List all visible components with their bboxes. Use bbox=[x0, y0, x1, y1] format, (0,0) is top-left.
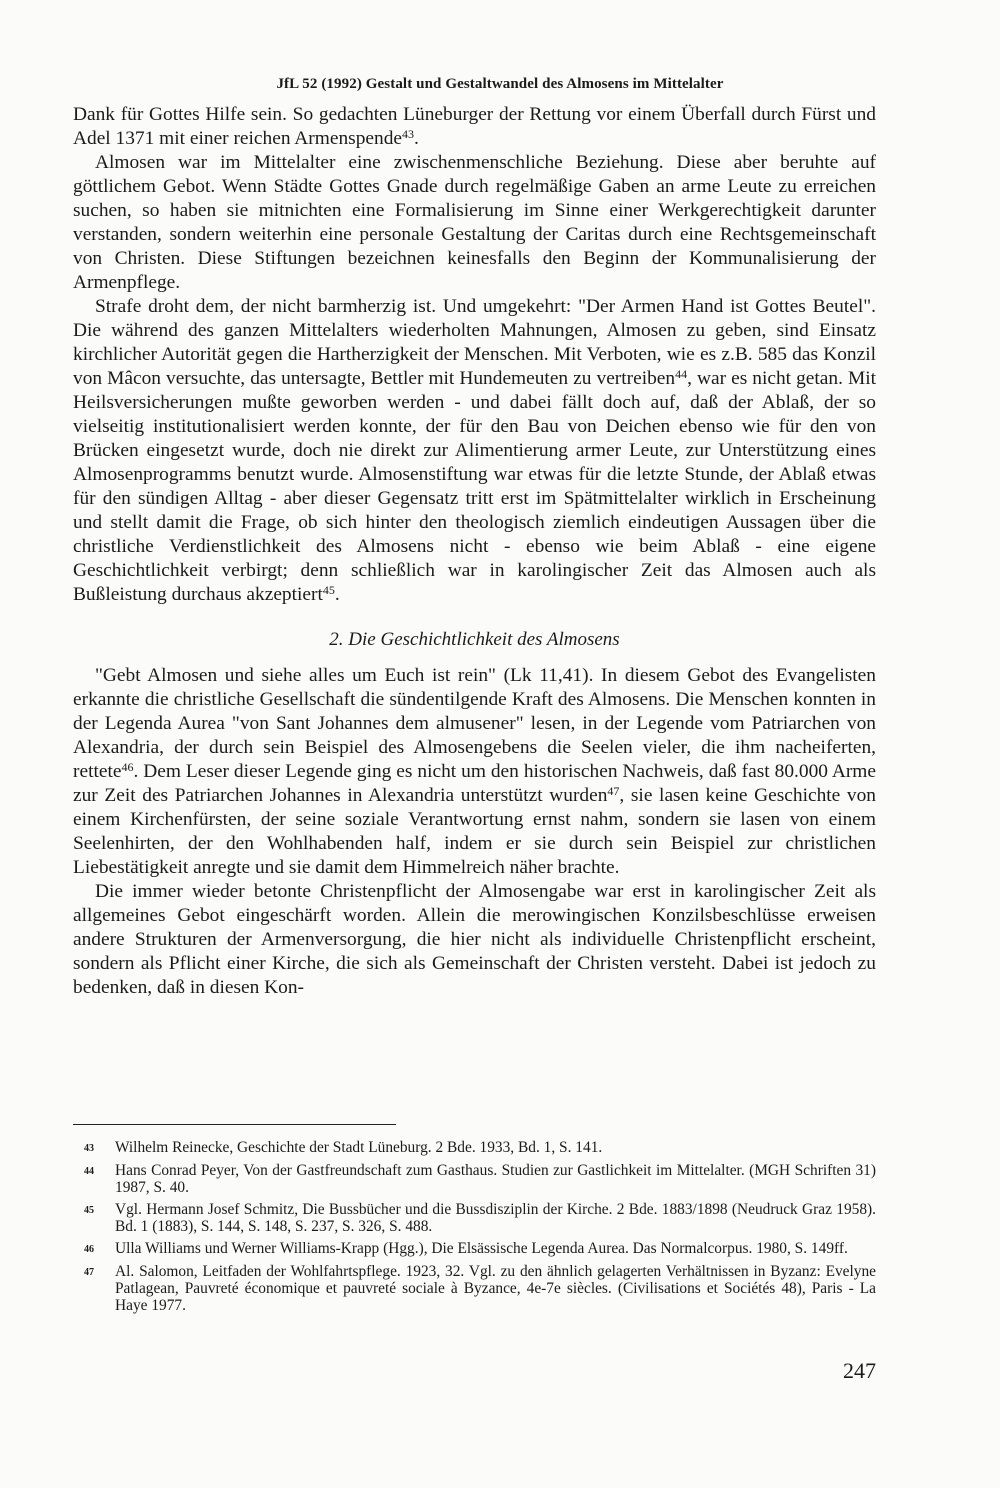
paragraph-text: Strafe droht dem, der nicht barmherzig ist. Und umgekehrt: "Der Armen Hand ist Gottes Beutel". Die während des ganzen Mittelalters wiederholten Mahnungen, Almosen zu geben, sind Einsatz kirchlicher Autorität gegen die Hartherzigkeit der Menschen. Mit Verboten, wie es z.B. 585 das Konzil von Mâcon versuchte, das untersagte, Bettler mit Hundemeuten zu vertreiben bbox=[73, 296, 876, 389]
paragraph-text: Dank für Gottes Hilfe sein. So gedachten Lüneburger der Rettung vor einem Überfall durch Fürst und Adel 1371 mit einer reichen Armenspende bbox=[73, 104, 876, 149]
paragraph-text: . bbox=[414, 128, 419, 149]
running-head: JfL 52 (1992) Gestalt und Gestaltwandel des Almosens im Mittelalter bbox=[276, 76, 724, 92]
body-text bbox=[73, 103, 876, 1000]
footnote-ref[interactable]: 45 bbox=[322, 583, 335, 597]
footnote-43 bbox=[84, 1139, 876, 1157]
footnote-44 bbox=[84, 1162, 876, 1196]
paragraph-2 bbox=[73, 151, 876, 295]
paragraph-1 bbox=[73, 103, 876, 151]
paragraph-text: Almosen war im Mittelalter eine zwischenmenschliche Beziehung. Diese aber beruhte auf göttlichem Gebot. Wenn Städte Gottes Gnade durch regelmäßige Gaben an arme Leute zu erreichen suchen, so haben sie mitnichten eine Formalisierung im Sinne einer Werkgerechtigkeit darunter verstanden, sondern weiterhin eine personale Gestaltung der Caritas durch eine Rechtsgemeinschaft von Christen. Diese Stiftungen bezeichnen keinesfalls den Beginn der Kommunalisierung der Armenpflege. bbox=[73, 152, 876, 293]
footnote-number: 43 bbox=[84, 1143, 94, 1154]
footnote-ref[interactable]: 46 bbox=[121, 760, 134, 774]
page-number: 247 bbox=[843, 1358, 876, 1383]
footnote-45 bbox=[84, 1201, 876, 1235]
paragraph-text: , sie lasen keine Geschichte von einem Kirchenfürsten, der seine soziale Verantwortung ernst nahm, sondern sie lasen von einem Seelenhirten, der den Wohlhabenden half, indem er sie durch sein Beispiel zur christlichen Liebestätigkeit anregte und sie damit dem Himmelreich näher brachte. bbox=[73, 785, 876, 878]
footnote-46 bbox=[84, 1240, 876, 1258]
footnote-number: 45 bbox=[84, 1205, 94, 1216]
footnote-ref[interactable]: 43 bbox=[402, 127, 414, 141]
paragraph-text: , war es nicht getan. Mit Heilsversicherungen mußte geworben werden - und dabei fällt doch auf, daß der Ablaß, der so vielseitig institutionalisiert werden konnte, der für den Bau von Deichen ebenso wie für den von Brücken eingesetzt wurde, doch nie direkt zur Alimentierung armer Leute, zur Unterstützung eines Almosenprogramms benutzt wurde. Almosenstiftung war etwas für die letzte Stunde, der Ablaß etwas für den sündigen Alltag - aber dieser Gegensatz tritt erst im Spätmittelalter wirklich in Erscheinung und stellt damit die Frage, ob sich hinter den theologisch ziemlich eindeutigen Aussagen über die christliche Verdienstlichkeit des Almosens nicht - ebenso wie beim Ablaß - eine eigene Geschichtlichkeit verbirgt; denn schließlich war in karolingischer Zeit das Almosen auch als Bußleistung durchaus akzeptiert bbox=[73, 368, 877, 605]
section-heading: 2. Die Geschichtlichkeit des Almosens bbox=[329, 629, 620, 650]
footnote-text: Ulla Williams und Werner Williams-Krapp (Hgg.), Die Elsässische Legenda Aurea. Das Normalcorpus. 1980, S. 149ff. bbox=[115, 1240, 848, 1257]
paragraph-3 bbox=[73, 295, 876, 607]
footnote-ref[interactable]: 47 bbox=[607, 784, 620, 798]
footnotes bbox=[84, 1139, 876, 1319]
footnote-ref[interactable]: 44 bbox=[675, 367, 688, 381]
footnote-divider bbox=[73, 1124, 396, 1125]
paragraph-4 bbox=[73, 664, 876, 880]
footnote-text: Vgl. Hermann Josef Schmitz, Die Bussbücher und die Bussdisziplin der Kirche. 2 Bde. 1883/1898 (Neudruck Graz 1958). Bd. 1 (1883), S. 144, S. 148, S. 237, S. 326, S. 488. bbox=[115, 1201, 876, 1235]
paragraph-text: . Dem Leser dieser Legende ging es nicht um den historischen Nachweis, daß fast 80.000 Arme zur Zeit des Patriarchen Johannes in Alexandria unterstützt wurden bbox=[73, 761, 876, 806]
footnote-text: Al. Salomon, Leitfaden der Wohlfahrtspflege. 1923, 32. Vgl. zu den ähnlich gelagerten Verhältnissen in Byzanz: Evelyne Patlagean, Pauvreté économique et pauvreté sociale à Byzance, 4e-7e siècles. (Civilisations et Sociétés 48), Paris - La Haye 1977. bbox=[115, 1263, 876, 1314]
footnote-47 bbox=[84, 1263, 876, 1314]
paragraph-5 bbox=[73, 880, 876, 1000]
footnote-text: Wilhelm Reinecke, Geschichte der Stadt Lüneburg. 2 Bde. 1933, Bd. 1, S. 141. bbox=[115, 1139, 603, 1156]
paragraph-text: . bbox=[334, 584, 340, 605]
footnote-text: Hans Conrad Peyer, Von der Gastfreundschaft zum Gasthaus. Studien zur Gastlichkeit im Mittelalter. (MGH Schriften 31) 1987, S. 40. bbox=[115, 1162, 876, 1196]
footnote-number: 46 bbox=[84, 1244, 94, 1255]
footnote-number: 44 bbox=[84, 1166, 94, 1177]
paragraph-text: "Gebt Almosen und siehe alles um Euch ist rein" (Lk 11,41). In diesem Gebot des Evangelisten erkannte die christliche Gesellschaft die sündentilgende Kraft des Almosens. Die Menschen konnten in der Legenda Aurea "von Sant Johannes dem almusener" lesen, in der Legende vom Patriarchen von Alexandria, der durch sein Beispiel des Almosengebens die Seelen vieler, die ihm nacheiferten, rettete bbox=[73, 665, 876, 782]
paragraph-text: Die immer wieder betonte Christenpflicht der Almosengabe war erst in karolingischer Zeit als allgemeines Gebot eingeschärft worden. Allein die merowingischen Konzilsbeschlüsse erweisen andere Strukturen der Armenversorgung, die hier nicht als individuelle Christenpflicht erscheint, sondern als Pflicht einer Kirche, die sich als Gemeinschaft der Christen versteht. Dabei ist jedoch zu bedenken, daß in diesen Kon- bbox=[73, 881, 876, 998]
footnote-number: 47 bbox=[84, 1267, 94, 1278]
